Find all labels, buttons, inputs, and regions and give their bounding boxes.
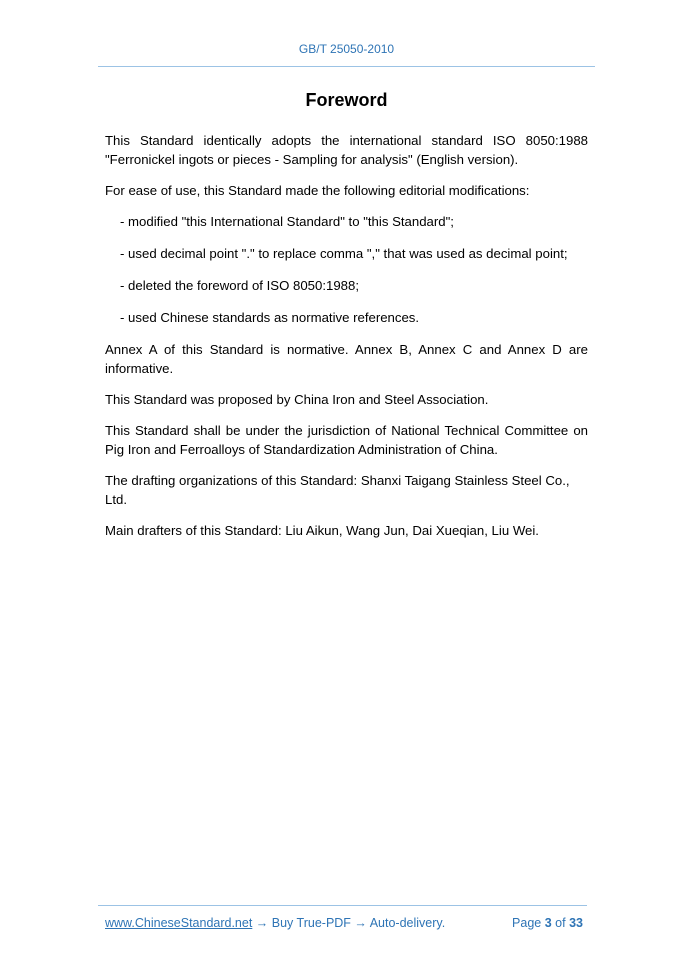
paragraph-adoption: This Standard identically adopts the international standard ISO 8050:1988 "Ferronickel ingots or pieces - Sampling for analysis" (English version). — [105, 133, 588, 167]
header-divider — [98, 66, 595, 67]
footer-promo-text: → Buy True-PDF → Auto-delivery. — [252, 916, 446, 930]
document-body — [105, 131, 588, 552]
footer — [105, 916, 583, 930]
paragraph-modifications-intro: For ease of use, this Standard made the following editorial modifications: — [105, 183, 530, 198]
page-label: Page — [512, 916, 542, 930]
page-of: of — [555, 916, 566, 930]
website-link[interactable]: www.ChineseStandard.net — [105, 916, 253, 930]
footer-divider — [98, 905, 587, 906]
paragraph-annex: Annex A of this Standard is normative. Annex B, Annex C and Annex D are informative. — [105, 342, 588, 376]
list-item: - deleted the foreword of ISO 8050:1988; — [120, 278, 359, 293]
paragraph-proposed-by: This Standard was proposed by China Iron and Steel Association. — [105, 392, 489, 407]
modifications-list — [105, 212, 588, 327]
header-standard-code: GB/T 25050-2010 — [298, 42, 395, 56]
list-item: - used Chinese standards as normative references. — [120, 310, 420, 325]
paragraph-drafters: Main drafters of this Standard: Liu Aikun, Wang Jun, Dai Xueqian, Liu Wei. — [105, 523, 539, 538]
page-number — [512, 916, 583, 930]
page-total: 33 — [569, 916, 583, 930]
list-item: - modified "this International Standard" to "this Standard"; — [120, 214, 454, 229]
list-item: - used decimal point "." to replace comma "," that was used as decimal point; — [120, 246, 568, 261]
page-title: Foreword — [305, 90, 388, 110]
paragraph-drafting-organizations: The drafting organizations of this Standard: Shanxi Taigang Stainless Steel Co., Ltd. — [105, 473, 570, 507]
page-current: 3 — [544, 916, 552, 930]
paragraph-jurisdiction: This Standard shall be under the jurisdiction of National Technical Committee on Pig Iron and Ferroalloys of Standardization Administration of China. — [105, 423, 588, 457]
